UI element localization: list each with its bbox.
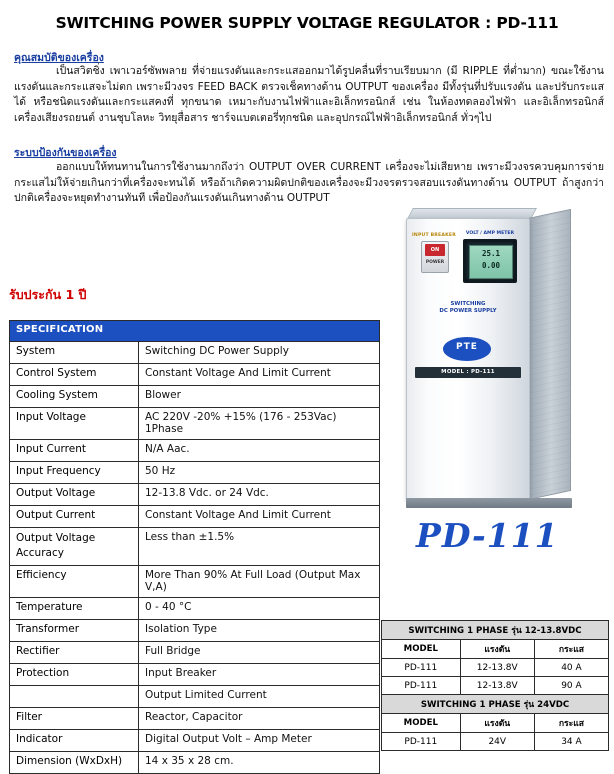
table-row xyxy=(10,730,380,752)
spec-key: Rectifier xyxy=(10,642,139,664)
input-breaker-label: INPUT BREAKER xyxy=(412,233,456,238)
rating-band-header xyxy=(382,621,609,640)
section-heading-features: คุณสมบัติของเครื่อง xyxy=(14,52,104,64)
brand-line-2: DC POWER SUPPLY xyxy=(439,308,497,314)
rating-cell-current: 34 A xyxy=(534,733,608,751)
rating-col-model: MODEL xyxy=(382,640,461,659)
spec-value: Output Limited Current xyxy=(139,686,380,708)
brand-line-1: SWITCHING xyxy=(450,301,486,307)
table-header-row xyxy=(10,321,380,342)
rating-cell-voltage: 12-13.8V xyxy=(460,677,534,695)
table-row xyxy=(10,528,380,566)
rating-cell-model: PD-111 xyxy=(382,733,461,751)
spec-key: Efficiency xyxy=(10,566,139,598)
specification-table xyxy=(9,320,380,774)
table-row xyxy=(10,462,380,484)
breaker-on-label: ON xyxy=(425,244,445,256)
rating-col-voltage: แรงดัน xyxy=(460,640,534,659)
rating-band-label: SWITCHING 1 PHASE รุ่น 12-13.8VDC xyxy=(382,621,609,640)
table-row xyxy=(10,752,380,774)
spec-key: System xyxy=(10,342,139,364)
lcd-display xyxy=(469,245,513,279)
cabinet-front-panel xyxy=(406,218,530,500)
table-row xyxy=(10,342,380,364)
rating-column-header xyxy=(382,714,609,733)
spec-value: More Than 90% At Full Load (Output Max V,A) xyxy=(139,566,380,598)
meter-label: VOLT / AMP METER xyxy=(465,231,515,236)
rating-tables xyxy=(381,620,609,751)
cabinet-base xyxy=(406,498,572,508)
spec-value: Reactor, Capacitor xyxy=(139,708,380,730)
cabinet-side-panel xyxy=(528,209,571,500)
spec-value: Digital Output Volt – Amp Meter xyxy=(139,730,380,752)
spec-key: Indicator xyxy=(10,730,139,752)
table-row xyxy=(10,364,380,386)
table-row xyxy=(10,642,380,664)
spec-key-continued xyxy=(10,686,139,708)
table-row xyxy=(10,408,380,440)
lcd-voltage-reading: 25.1 xyxy=(481,249,501,258)
rating-cell-model: PD-111 xyxy=(382,659,461,677)
table-row xyxy=(10,506,380,528)
spec-key: Filter xyxy=(10,708,139,730)
model-plate: MODEL : PD-111 xyxy=(415,367,521,378)
table-row xyxy=(10,386,380,408)
table-row xyxy=(10,664,380,686)
spec-key: Transformer xyxy=(10,620,139,642)
rating-cell-current: 90 A xyxy=(534,677,608,695)
product-photo xyxy=(380,196,608,536)
spec-header-label: SPECIFICATION xyxy=(10,321,380,342)
spec-key: Control System xyxy=(10,364,139,386)
spec-key: Output Current xyxy=(10,506,139,528)
rating-col-voltage: แรงดัน xyxy=(460,714,534,733)
spec-key: Input Frequency xyxy=(10,462,139,484)
spec-value: 0 - 40 °C xyxy=(139,598,380,620)
spec-value: 14 x 35 x 28 cm. xyxy=(139,752,380,774)
spec-key: Cooling System xyxy=(10,386,139,408)
rating-cell-current: 40 A xyxy=(534,659,608,677)
spec-key: Input Current xyxy=(10,440,139,462)
spec-key: Output Voltage xyxy=(10,484,139,506)
logo-text: PTE xyxy=(456,342,478,352)
rating-col-current: กระแส xyxy=(534,714,608,733)
input-breaker-switch[interactable] xyxy=(421,241,449,273)
spec-key: Temperature xyxy=(10,598,139,620)
spec-key: Output Voltage Accuracy xyxy=(10,528,139,566)
table-row xyxy=(382,677,609,695)
table-row xyxy=(10,708,380,730)
spec-value: Constant Voltage And Limit Current xyxy=(139,364,380,386)
spec-value: Full Bridge xyxy=(139,642,380,664)
table-row xyxy=(10,598,380,620)
table-row xyxy=(10,484,380,506)
spec-key: Input Voltage xyxy=(10,408,139,440)
spec-value: Switching DC Power Supply xyxy=(139,342,380,364)
spec-value: Blower xyxy=(139,386,380,408)
protection-paragraph: ออกแบบให้ทนทานในการใช้งานมากถึงว่า OUTPUT OVER CURRENT เครื่องจะไม่เสียหาย เพราะมีวงจรควบคุมการจ่ายกระแสไม่ให้จ่ายเกินกว่าที่เครื่องจะทนได้ หรือถ้าเกิดความผิดปกติของเครื่องจะมีวงจรตรวจสอบแรงดันทางด้าน OUTPUT ถ้าสูงกว่าปกติเครื่องจะหยุดทำงานทันที เพื่อป้องกันแรงดันเกินทางด้าน OUTPUT xyxy=(14,161,604,204)
table-row xyxy=(382,733,609,751)
page-title: SWITCHING POWER SUPPLY VOLTAGE REGULATOR : PD-111 xyxy=(55,14,559,32)
spec-value: N/A Aac. xyxy=(139,440,380,462)
breaker-power-label: POWER xyxy=(425,260,445,265)
product-model-title: PD-111 xyxy=(416,516,559,555)
section-text-features xyxy=(14,64,604,126)
lcd-current-reading: 0.00 xyxy=(481,261,501,270)
digital-meter xyxy=(463,239,517,283)
rating-col-model: MODEL xyxy=(382,714,461,733)
rating-col-current: กระแส xyxy=(534,640,608,659)
warranty-badge: รับประกัน 1 ปี xyxy=(9,287,87,302)
features-paragraph: เป็นสวิตชิ่ง เพาเวอร์ซัพพลาย ที่จ่ายแรงดันและกระแสออกมาได้รูปคลื่นที่ราบเรียบมาก (มี RIPPLE ที่ต่ำมาก) ขณะใช้งานแรงดันและกระแสจะไม่ตก เพราะมีวงจร FEED BACK ตรวจเช็คทางด้าน OUTPUT ของเครื่อง มีทั้งรุ่นที่ปรับแรงดัน และปรับกระแสได้ หรือชนิดแรงดันและกระแสคงที่ ทุกขนาด เหมาะกับงานไฟฟ้าและอิเล็กทรอนิกส์ เช่น ในห้องทดลองไฟฟ้า และอิเล็กทรอนิกส์ เครื่องเสียงรถยนต์ งานชุบโลหะ วิทยุสื่อสาร ชาร์จแบตเตอรี่ทุกชนิด และอุปกรณ์ไฟฟ้าอิเล็กทรอนิกส์ ทั่วๆไป xyxy=(14,65,604,124)
spec-value: 50 Hz xyxy=(139,462,380,484)
rating-band-header xyxy=(382,695,609,714)
pte-logo xyxy=(443,337,491,361)
rating-cell-voltage: 12-13.8V xyxy=(460,659,534,677)
section-heading-protection: ระบบป้องกันของเครื่อง xyxy=(14,147,117,159)
rating-cell-voltage: 24V xyxy=(460,733,534,751)
rating-cell-model: PD-111 xyxy=(382,677,461,695)
table-row xyxy=(10,440,380,462)
table-row xyxy=(10,620,380,642)
table-row xyxy=(10,566,380,598)
table-row xyxy=(10,686,380,708)
spec-value: Input Breaker xyxy=(139,664,380,686)
spec-value: Isolation Type xyxy=(139,620,380,642)
spec-value: AC 220V -20% +15% (176 - 253Vac) 1Phase xyxy=(139,408,380,440)
rating-column-header xyxy=(382,640,609,659)
table-row xyxy=(382,659,609,677)
rating-band-label: SWITCHING 1 PHASE รุ่น 24VDC xyxy=(382,695,609,714)
vent-lines xyxy=(528,210,570,499)
panel-brand-text xyxy=(411,301,525,315)
spec-value: 12-13.8 Vdc. or 24 Vdc. xyxy=(139,484,380,506)
spec-value: Constant Voltage And Limit Current xyxy=(139,506,380,528)
spec-value: Less than ±1.5% xyxy=(139,528,380,566)
spec-key: Protection xyxy=(10,664,139,686)
spec-key: Dimension (WxDxH) xyxy=(10,752,139,774)
